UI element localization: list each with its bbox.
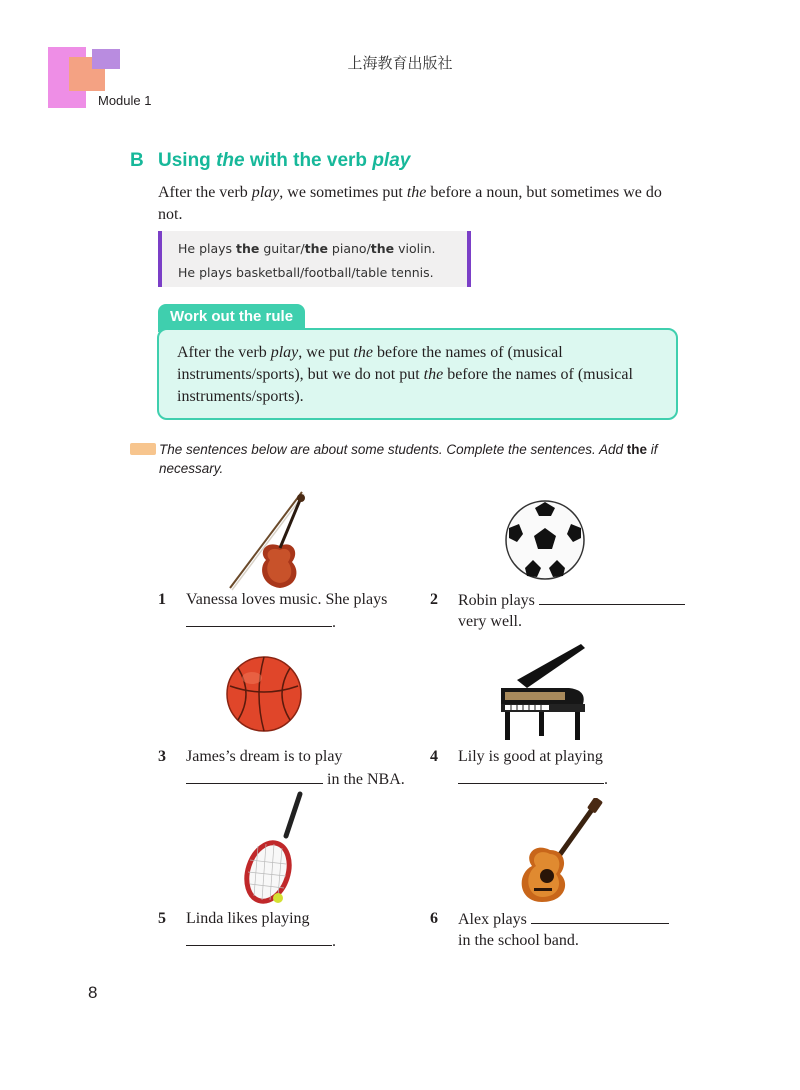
question-3: 3 James’s dream is to play in the NBA. (158, 748, 405, 788)
answer-blank[interactable] (458, 768, 604, 784)
grand-piano-icon (497, 642, 589, 742)
example-line-1: He plays the guitar/the piano/the violin. (178, 241, 436, 256)
question-number: 2 (430, 591, 438, 608)
question-text-cont: very well. (458, 613, 522, 630)
question-number: 1 (158, 591, 166, 608)
question-6 (430, 908, 690, 952)
question-text: Alex plays (458, 911, 527, 928)
answer-blank[interactable] (531, 908, 669, 924)
question-text: James’s dream is to play (186, 748, 343, 765)
rule-tab: Work out the rule (158, 304, 305, 332)
question-1: 1 Vanessa loves music. She plays . (158, 591, 388, 631)
answer-blank[interactable] (186, 930, 332, 946)
question-text: Robin plays (458, 592, 535, 609)
question-number: 3 (158, 748, 166, 765)
answer-blank[interactable] (186, 768, 323, 784)
example-line-2: He plays basketball/football/table tennis. (178, 265, 434, 280)
section-heading: B Using the with the verb play (130, 150, 411, 171)
instruction-text: The sentences below are about some students. Complete the sentences. Add the if necessary. (159, 442, 658, 476)
question-text-cont: in the school band. (458, 932, 579, 949)
basketball-icon (224, 654, 304, 734)
example-box (158, 231, 471, 287)
question-text: Vanessa loves music. She plays (186, 591, 388, 608)
rule-box: After the verb play, we put the before the names of (musical instruments/sports), but we do not put the before the names of (musical instruments/sports). (157, 328, 678, 420)
question-5: 5 Linda likes playing . (158, 910, 336, 950)
instruction-marker (130, 443, 156, 455)
intro-text: After the verb play, we sometimes put the before a noun, but sometimes we do not. (158, 184, 662, 223)
module-label: Module 1 (98, 93, 152, 108)
soccer-ball-icon (503, 498, 587, 582)
question-4: 4 Lily is good at playing . (430, 748, 608, 788)
question-number: 5 (158, 910, 166, 927)
tennis-racket-icon (238, 790, 314, 906)
question-text: Linda likes playing (186, 910, 310, 927)
question-number: 6 (430, 910, 438, 927)
section-letter: B (130, 150, 144, 171)
question-2 (430, 589, 690, 633)
question-text: Lily is good at playing (458, 748, 603, 765)
publisher-header: 上海教育出版社 (347, 54, 453, 72)
page-number: 8 (88, 983, 98, 1002)
answer-blank[interactable] (186, 611, 332, 627)
question-number: 4 (430, 748, 438, 765)
guitar-icon (510, 798, 606, 904)
answer-blank[interactable] (539, 589, 685, 605)
violin-icon (222, 488, 314, 592)
